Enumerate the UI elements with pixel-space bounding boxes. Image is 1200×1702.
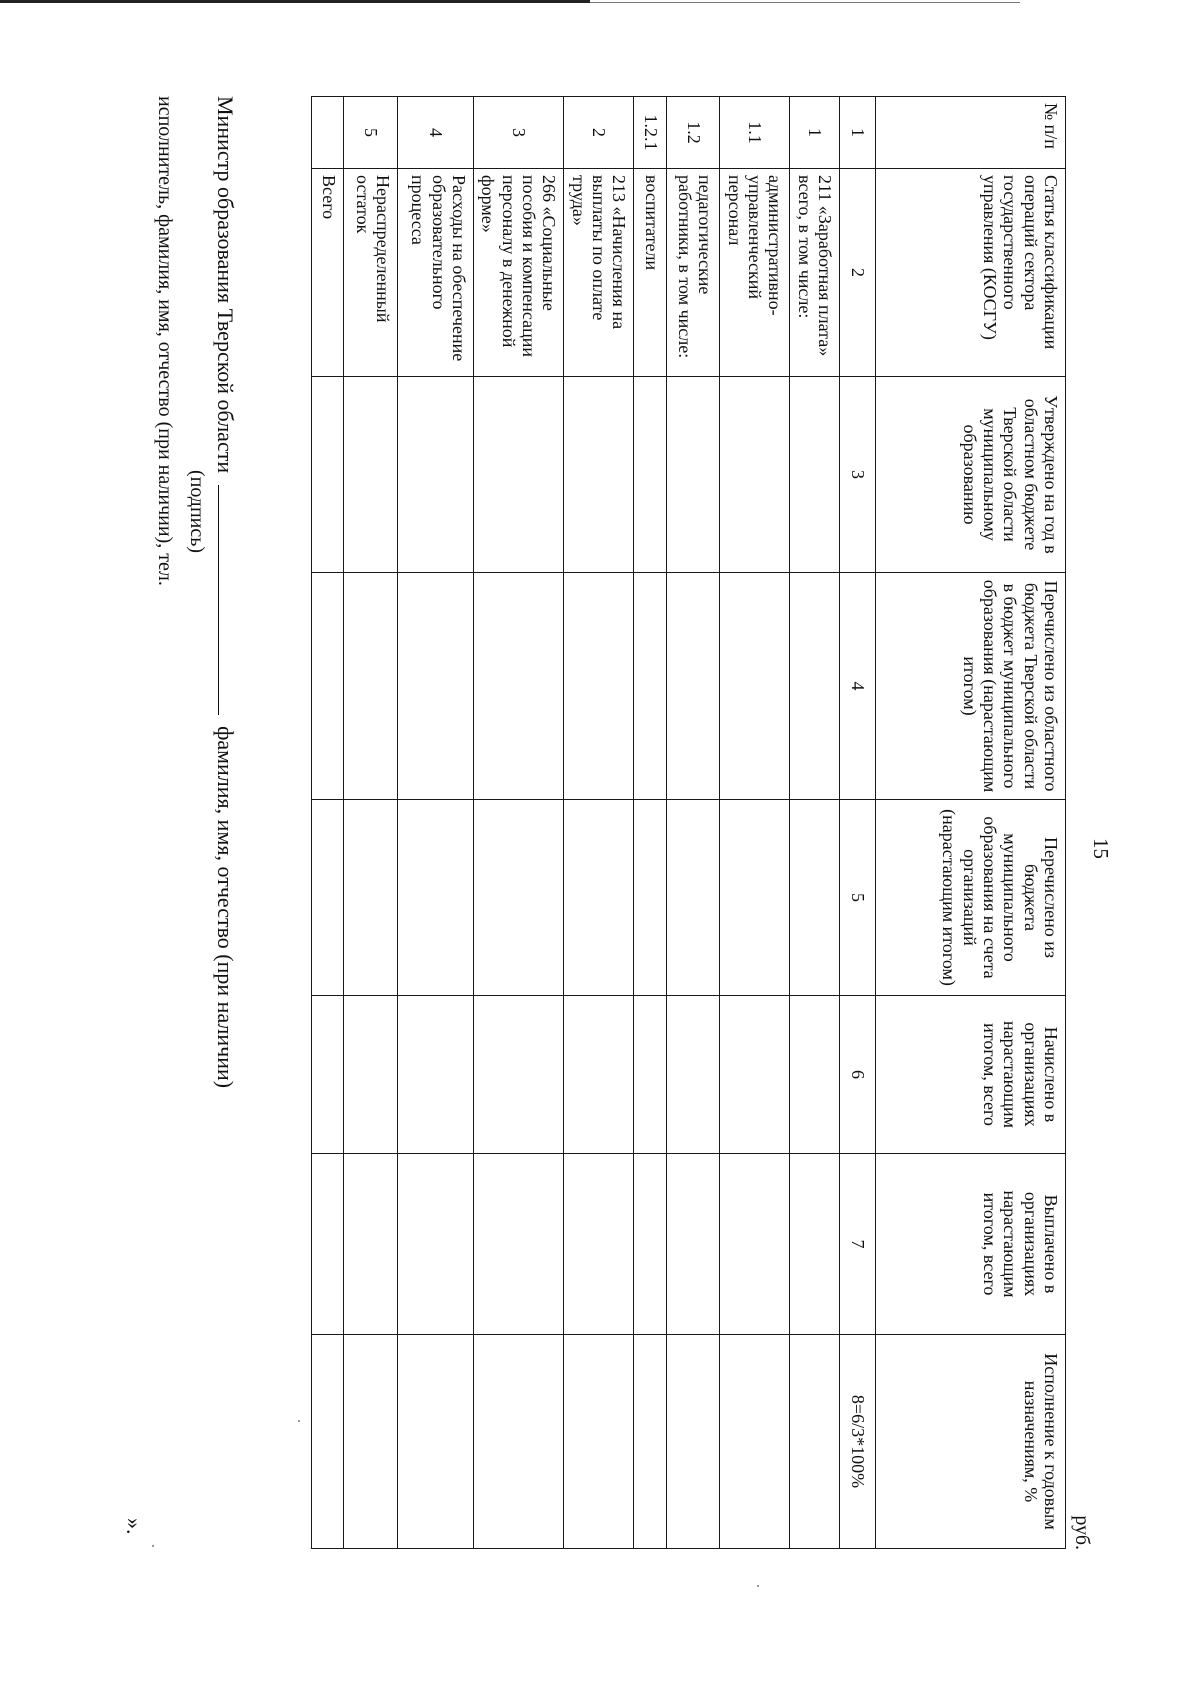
header-execution-percent: Исполнение к годовым назначениям, % (876, 1335, 1066, 1549)
empty-cell (667, 573, 720, 800)
row-number: 1.2.1 (634, 97, 667, 169)
scan-top-edge-line (0, 0, 590, 3)
empty-cell (667, 800, 720, 996)
empty-cell (474, 1335, 564, 1549)
column-number: 3 (840, 377, 876, 573)
row-number: 1 (790, 97, 840, 169)
empty-cell (474, 573, 564, 800)
table-header-row (876, 97, 1066, 1549)
empty-cell (312, 573, 344, 800)
empty-cell (474, 996, 564, 1154)
empty-cell (720, 1335, 790, 1549)
empty-cell (790, 800, 840, 996)
empty-cell (344, 996, 398, 1154)
row-label: Расходы на обеспечение образовательного процесса (398, 169, 474, 377)
empty-cell (564, 1335, 634, 1549)
table-row-total (312, 97, 344, 1549)
column-number: 1 (840, 97, 876, 169)
empty-cell (790, 573, 840, 800)
empty-cell (398, 1335, 474, 1549)
row-label: воспитатели (634, 169, 667, 377)
empty-cell (344, 1154, 398, 1335)
empty-cell (720, 573, 790, 800)
empty-cell (564, 996, 634, 1154)
scan-top-edge-line-faint (590, 2, 1020, 3)
column-number: 5 (840, 800, 876, 996)
empty-cell (564, 1154, 634, 1335)
empty-cell (667, 1154, 720, 1335)
table-row (474, 97, 564, 1549)
header-kosgu-article: Статья классификации операций сектора государственного управления (КОСГУ) (876, 169, 1066, 377)
empty-cell (398, 1154, 474, 1335)
row-number: 3 (474, 97, 564, 169)
empty-cell (634, 377, 667, 573)
empty-cell (720, 1154, 790, 1335)
row-number: 5 (344, 97, 398, 169)
row-number: 4 (398, 97, 474, 169)
header-paid-in-organizations: Выплачено в организациях нарастающим итогом, всего (876, 1154, 1066, 1335)
empty-cell (667, 377, 720, 573)
empty-cell (564, 573, 634, 800)
empty-cell (564, 800, 634, 996)
empty-cell (474, 377, 564, 573)
empty-cell (790, 1154, 840, 1335)
table-row (564, 97, 634, 1549)
header-approved-annual: Утверждено на год в областном бюджете Тверской области муниципальному образованию (876, 377, 1066, 573)
row-label: 211 «Заработная плата» всего, в том числе: (790, 169, 840, 377)
header-accrued-in-organizations: Начислено в организациях нарастающим итогом, всего (876, 996, 1066, 1154)
row-number: 1.2 (667, 97, 720, 169)
row-label: 213 «Начисления на выплаты по оплате труда» (564, 169, 634, 377)
row-number (312, 97, 344, 169)
empty-cell (398, 573, 474, 800)
empty-cell (344, 800, 398, 996)
empty-cell (564, 377, 634, 573)
empty-cell (634, 800, 667, 996)
table-row (634, 97, 667, 1549)
closing-quote-mark: ». (122, 1518, 147, 1535)
empty-cell (344, 573, 398, 800)
table-row (398, 97, 474, 1549)
header-transferred-regional-to-municipal: Перечислено из областного бюджета Тверской области в бюджет муниципального образования (нарастающим итогом) (876, 573, 1066, 800)
minister-label: Министр образования Тверской области (213, 96, 238, 474)
minister-signature-line (212, 96, 238, 1088)
empty-cell (344, 1335, 398, 1549)
currency-unit: руб. (1071, 1515, 1093, 1550)
empty-cell (312, 1335, 344, 1549)
executor-line: исполнитель, фамилия, имя, отчество (при наличии), тел. (154, 96, 176, 586)
empty-cell (634, 996, 667, 1154)
rotated-document-page (13, 38, 1113, 1598)
empty-cell (398, 800, 474, 996)
row-label: 266 «Социальные пособия и компенсации персоналу в денежной форме» (474, 169, 564, 377)
column-numbers-row (840, 97, 876, 1549)
table-row (790, 97, 840, 1549)
empty-cell (312, 800, 344, 996)
row-label-total: Всего (312, 169, 344, 377)
empty-cell (474, 800, 564, 996)
signature-caption: (подпись) (186, 470, 208, 554)
empty-cell (312, 377, 344, 573)
empty-cell (474, 1154, 564, 1335)
header-transferred-municipal-to-organizations: Перечислено из бюджета муниципального образования на счета организаций (нарастающим итогом) (876, 800, 1066, 996)
column-number: 8=6/3*100% (840, 1335, 876, 1549)
empty-cell (790, 996, 840, 1154)
empty-cell (634, 1154, 667, 1335)
column-number: 2 (840, 169, 876, 377)
empty-cell (634, 1335, 667, 1549)
empty-cell (720, 377, 790, 573)
empty-cell (634, 573, 667, 800)
table-row (344, 97, 398, 1549)
column-number: 4 (840, 573, 876, 800)
empty-cell (312, 1154, 344, 1335)
row-label: педагогические работники, в том числе: (667, 169, 720, 377)
column-number: 6 (840, 996, 876, 1154)
header-row-number: № п/п (876, 97, 1066, 169)
empty-cell (312, 996, 344, 1154)
table-row (720, 97, 790, 1549)
name-caption: фамилия, имя, отчество (при наличии) (213, 726, 238, 1089)
page-number: 15 (1089, 838, 1113, 859)
empty-cell (398, 996, 474, 1154)
row-number: 1.1 (720, 97, 790, 169)
empty-cell (720, 800, 790, 996)
table-row (667, 97, 720, 1549)
empty-cell (790, 377, 840, 573)
signature-blank (218, 485, 237, 715)
empty-cell (667, 1335, 720, 1549)
row-number: 2 (564, 97, 634, 169)
row-label: Нераспределенный остаток (344, 169, 398, 377)
empty-cell (790, 1335, 840, 1549)
empty-cell (398, 377, 474, 573)
expenditure-report-table (311, 96, 1066, 1549)
empty-cell (667, 996, 720, 1154)
empty-cell (720, 996, 790, 1154)
row-label: административно-управленческий персонал (720, 169, 790, 377)
column-number: 7 (840, 1154, 876, 1335)
empty-cell (344, 377, 398, 573)
